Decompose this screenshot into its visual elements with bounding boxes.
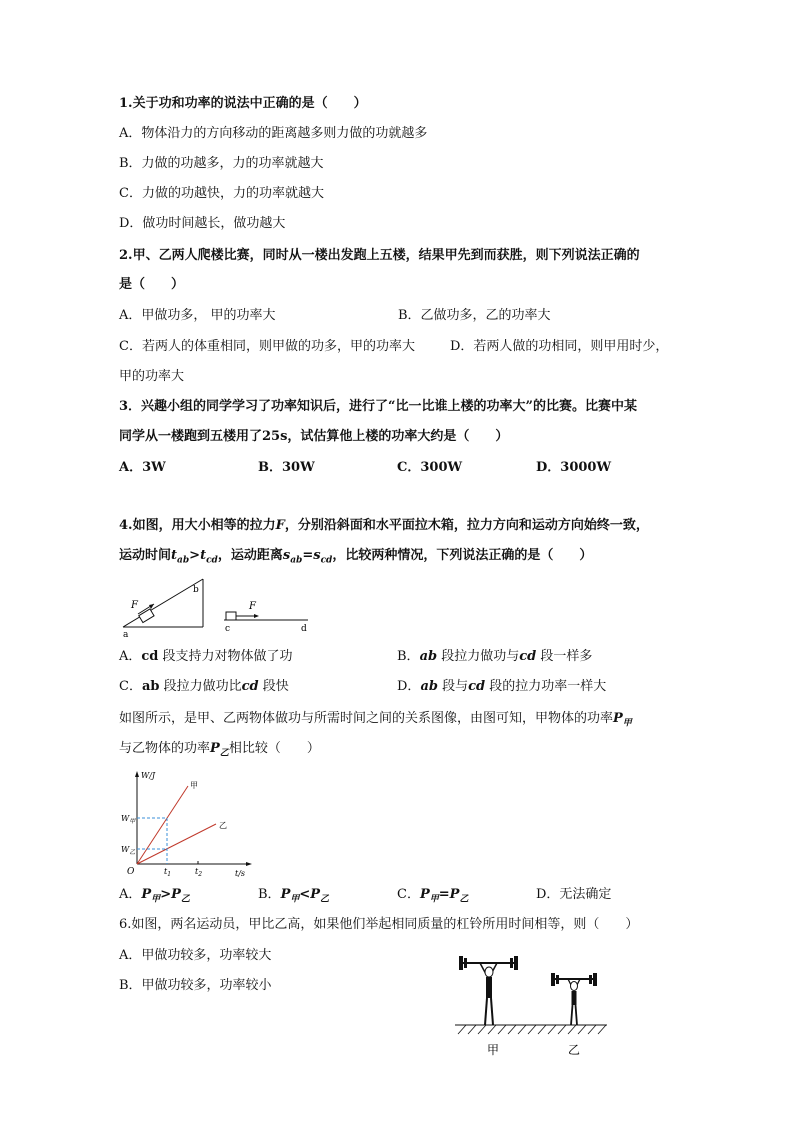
q2-option-b: B．乙做功多，乙的功率大 xyxy=(398,308,551,323)
q1-option-b: B．力做的功越多，力的功率就越大 xyxy=(119,156,324,171)
q5-option-a: A．$P_甲>P_乙$ xyxy=(119,887,190,905)
q3-option-a: A．3W xyxy=(119,460,166,475)
incline-point-b: b xyxy=(193,585,199,595)
ground-hatching xyxy=(458,1025,606,1034)
t1-label: $t_1$ xyxy=(164,867,172,878)
q4-stem-line2: 运动时间$t_{ab}>t_{cd}$，运动距离$s_{ab}=s_{cd}$，比较两种情况，下列说法正确的是（ ） xyxy=(119,548,593,566)
q2-option-c: C．若两人的体重相同，则甲做的功多，甲的功率大 xyxy=(119,339,415,354)
q3-option-c: C．300W xyxy=(397,460,463,475)
flat-arrowhead xyxy=(254,614,259,618)
q2-stem-line2: 是（ ） xyxy=(119,277,185,292)
q5-option-d: D．无法确定 xyxy=(536,887,612,902)
q2-option-a: A．甲做功多， 甲的功率大 xyxy=(119,308,276,323)
w-jia-label: $W_甲$ xyxy=(121,814,136,825)
line-jia-label: 甲 xyxy=(190,781,198,790)
x-axis-arrow xyxy=(246,862,252,866)
q5-work-time-graph xyxy=(118,768,266,880)
t2-label: $t_2$ xyxy=(195,867,203,878)
y-axis-arrow xyxy=(135,771,139,777)
line-jia xyxy=(137,786,188,864)
q4-option-a: A．cd 段支持力对物体做了功 xyxy=(119,649,293,664)
q1-option-d: D．做功时间越长，做功越大 xyxy=(119,216,286,231)
incline-force-label: F xyxy=(131,600,138,611)
q5-option-c: C．$P_甲=P_乙$ xyxy=(397,887,469,905)
q1-option-a: A．物体沿力的方向移动的距离越多则力做的功就越多 xyxy=(119,126,428,141)
q4-option-c: C．ab 段拉力做功比cd 段快 xyxy=(119,679,289,694)
q6-option-a: A．甲做功较多，功率较大 xyxy=(119,948,272,963)
lifter-yi xyxy=(551,973,597,1025)
origin-label: O xyxy=(127,867,135,877)
q4-option-d: D．ab 段与cd 段的拉力功率一样大 xyxy=(397,679,607,694)
line-yi-label: 乙 xyxy=(219,821,227,830)
q2-stem-line1: 2.甲、乙两人爬楼比赛，同时从一楼出发跑上五楼，结果甲先到而获胜，则下列说法正确的 xyxy=(119,248,640,263)
q5-stem-line2: 与乙物体的功率$P_乙$相比较（ ） xyxy=(119,741,320,759)
lifter-yi-label: 乙 xyxy=(568,1043,581,1057)
incline-box xyxy=(139,609,154,623)
q2-option-d: D．若两人做的功相同，则甲用时少， xyxy=(450,339,669,354)
lifter-jia-label: 甲 xyxy=(487,1043,500,1057)
q2-option-d-cont: 甲的功率大 xyxy=(119,369,185,384)
line-yi xyxy=(137,824,216,864)
incline-point-a: a xyxy=(123,630,129,640)
flat-point-d: d xyxy=(301,624,307,634)
q4-stem-line1: 4.如图，用大小相等的拉力F，分别沿斜面和水平面拉木箱，拉力方向和运动方向始终一致， xyxy=(119,518,649,533)
lifter-jia xyxy=(459,956,518,1025)
q5-stem-line1: 如图所示，是甲、乙两物体做功与所需时间之间的关系图像，由图可知，甲物体的功率$P_甲$ xyxy=(119,711,632,729)
q1-option-c: C．力做的功越快，力的功率就越大 xyxy=(119,186,324,201)
q3-stem-line1: 3．兴趣小组的同学学习了功率知识后，进行了“比一比谁上楼的功率大”的比赛。比赛中某 xyxy=(119,399,638,414)
w-yi-label: $W_乙$ xyxy=(121,845,136,856)
q3-option-d: D．3000W xyxy=(536,460,612,475)
q4-incline-figure xyxy=(118,574,318,640)
x-axis-label: t/s xyxy=(235,869,246,878)
flat-force-label: F xyxy=(249,601,256,612)
q5-option-b: B．$P_甲<P_乙$ xyxy=(258,887,330,905)
q3-option-b: B．30W xyxy=(258,460,315,475)
flat-box xyxy=(226,612,236,620)
q3-stem-line2: 同学从一楼跑到五楼用了25s，试估算他上楼的功率大约是（ ） xyxy=(119,429,509,444)
q4-option-b: B．ab 段拉力做功与cd 段一样多 xyxy=(397,649,593,664)
q6-weightlifters-figure xyxy=(452,950,612,1060)
q6-option-b: B．甲做功较多，功率较小 xyxy=(119,978,272,993)
q1-stem: 1.关于功和功率的说法中正确的是（ ） xyxy=(119,96,367,111)
flat-point-c: c xyxy=(225,624,231,634)
q6-stem: 6.如图，两名运动员，甲比乙高，如果他们举起相同质量的杠铃所用时间相等，则（ ） xyxy=(119,917,639,932)
y-axis-label: W/J xyxy=(141,771,156,780)
incline-arrowhead xyxy=(149,604,154,609)
